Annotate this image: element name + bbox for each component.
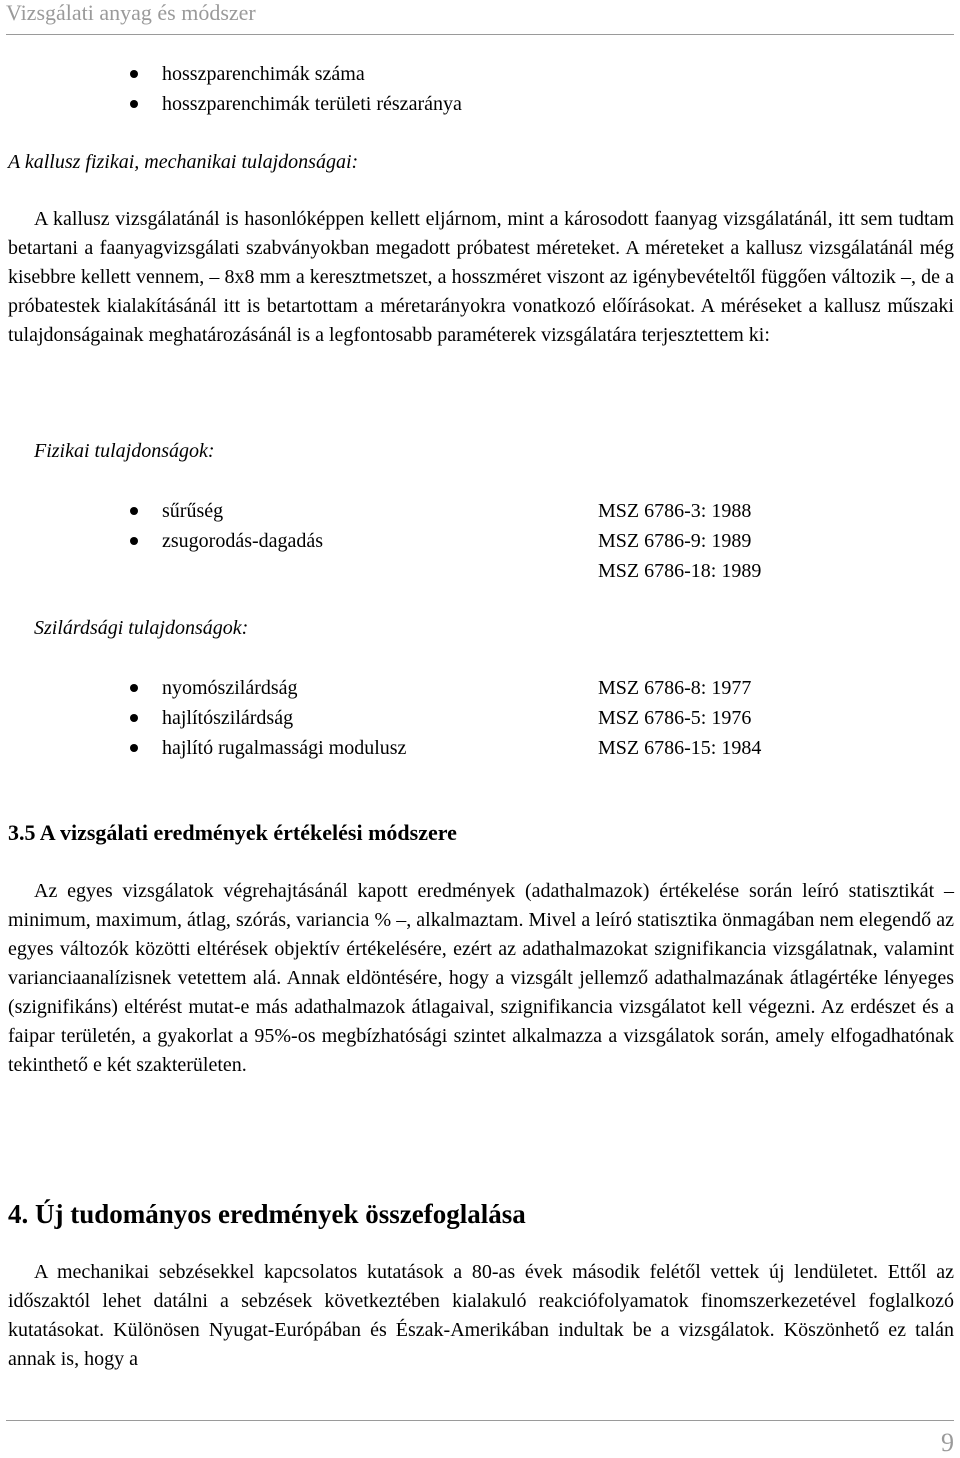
- standard-reference: MSZ 6786-15: 1984: [598, 737, 762, 759]
- standard-reference: MSZ 6786-9: 1989: [598, 530, 752, 552]
- standard-reference: MSZ 6786-18: 1989: [598, 560, 762, 582]
- bullet-icon: [130, 507, 138, 515]
- page-number: 9: [941, 1428, 954, 1457]
- bullet-icon: [130, 714, 138, 722]
- list-item-label: hosszparenchimák száma: [162, 63, 365, 85]
- section-4-paragraph: A mechanikai sebzésekkel kapcsolatos kutatások a 80-as évek második felétől vettek új lendületet. Ettől az időszaktól lehet datálni a sebzések következtében kialakuló reakciófolyamatok finomszerkezetével foglalkozó kutatásokat. Különösen Nyugat-Európában és Észak-Amerikában indultak be a vizsgálatok. Köszönhető ez talán annak is, hogy a: [8, 1261, 954, 1370]
- bullet-icon: [130, 100, 138, 108]
- strength-properties-heading: Szilárdsági tulajdonságok:: [34, 617, 249, 639]
- bullet-icon: [130, 70, 138, 78]
- footer-divider: [6, 1420, 954, 1421]
- physical-properties-heading: Fizikai tulajdonságok:: [34, 440, 215, 462]
- callus-paragraph: A kallusz vizsgálatánál is hasonlóképpen kellett eljárnom, mint a károsodott faanyag vizsgálatánál, itt sem tudtam betartani a faanyagvizsgálati szabványokban megadott próbatest méreteket. A méreteket a kallusz vizsgálatánál még kisebbre kellett vennem, – 8x8 mm a keresztmetszet, a hosszméret viszont az igénybevételtől függően változik –, de a próbatestek kialakításánál itt is betartottam a méretarányokra vonatkozó előírásokat. A méréseket a kallusz műszaki tulajdonságainak meghatározásánál is a legfontosabb paraméterek vizsgálatára terjesztettem ki:: [8, 208, 954, 346]
- section-3-5-paragraph: Az egyes vizsgálatok végrehajtásánál kapott eredmények (adathalmazok) értékelése során leíró statisztikát – minimum, maximum, átlag, szórás, variancia % –, alkalmaztam. Mivel a leíró statisztika önmagában nem elegendő az egyes változók közötti eltérések objektív értékelésére, ezért az adathalmazokat szignifikancia vizsgálatnak, valamint varianciaanalízisnek vetettem alá. Annak eldöntésére, hogy a vizsgált jellemző adathalmazának átlagértéke lényeges (szignifikáns) eltérést mutat-e más adathalmazok átlagaival, szignifikancia vizsgálatot kell végezni. Az erdészet és a faipar területén, a gyakorlat a 95%-os megbízhatósági szintet alkalmazza a vizsgálatok során, amely elfogadhatónak tekinthető e két szakterületen.: [8, 880, 954, 1076]
- standard-reference: MSZ 6786-5: 1976: [598, 707, 752, 729]
- list-item-label: hosszparenchimák területi részaránya: [162, 93, 462, 115]
- bullet-icon: [130, 684, 138, 692]
- property-label: zsugorodás-dagadás: [162, 530, 324, 552]
- header-title: Vizsgálati anyag és módszer: [6, 0, 256, 25]
- property-label: hajlítószilárdság: [162, 707, 294, 729]
- bullet-icon: [130, 744, 138, 752]
- property-label: nyomószilárdság: [162, 677, 298, 699]
- standard-reference: MSZ 6786-3: 1988: [598, 500, 752, 522]
- bullet-icon: [130, 537, 138, 545]
- callus-section-heading: A kallusz fizikai, mechanikai tulajdonságai:: [8, 151, 359, 173]
- property-label: sűrűség: [162, 500, 224, 522]
- standard-reference: MSZ 6786-8: 1977: [598, 677, 752, 699]
- running-header: [6, 0, 954, 35]
- section-heading-3-5: 3.5 A vizsgálati eredmények értékelési módszere: [8, 820, 457, 845]
- section-heading-4: 4. Új tudományos eredmények összefoglalása: [8, 1199, 526, 1229]
- property-label: hajlító rugalmassági modulusz: [162, 737, 407, 759]
